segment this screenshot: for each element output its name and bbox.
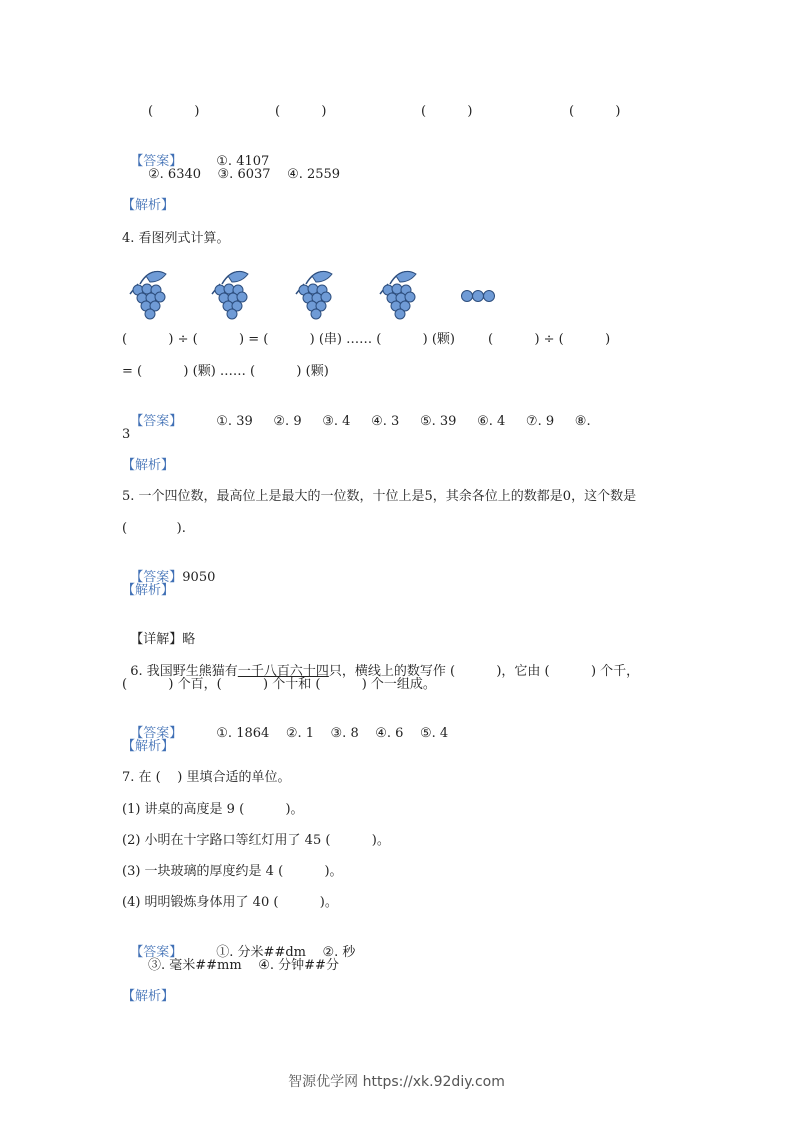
analysis-label: 【解析】 (122, 458, 175, 473)
analysis-label: 【解析】 (122, 198, 175, 213)
grape-bunch-icon (376, 268, 424, 322)
grape-bunch-icon (292, 268, 340, 322)
q6-suffix: 只，横线上的数写作 ( )，它由 ( ) 个千， (328, 664, 640, 679)
q7-item-3: (3) 一块玻璃的厚度约是 4 ( )。 (122, 864, 343, 879)
q4-answer-cont: 3 (122, 427, 131, 442)
q7-item-4: (4) 明明锻炼身体用了 40 ( )。 (122, 895, 338, 910)
footer-watermark: 智源优学网 https://xk.92diy.com (288, 1074, 505, 1090)
analysis-label: 【解析】 (122, 583, 175, 598)
answer-label: 【答案】 (130, 570, 183, 585)
grape-bunch-icon (126, 268, 174, 322)
loose-grapes-icon (460, 289, 498, 303)
answer-label: 【答案】 (130, 154, 183, 169)
q3-answer-1: ①. 4107 (216, 154, 270, 169)
grape-bunch-icon (208, 268, 256, 322)
blank-paren-4: ( ) (569, 104, 621, 119)
detail-label: 【详解】 (130, 632, 183, 647)
q7-item-1: (1) 讲桌的高度是 9 ( )。 (122, 802, 304, 817)
q4-title: 4. 看图列式计算。 (122, 231, 230, 246)
q6-line2: ( ) 个百，( ) 个十和 ( ) 个一组成。 (122, 677, 436, 692)
blank-paren-2: ( ) (275, 104, 327, 119)
analysis-label: 【解析】 (122, 739, 175, 754)
q5-answer: 9050 (182, 570, 216, 585)
q3-answer-2: ②. 6340 ③. 6037 ④. 2559 (148, 167, 341, 182)
q6-underlined-number: 一千八百六十四 (237, 664, 329, 679)
q5-detail-row (122, 613, 195, 649)
answer-label: 【答案】 (130, 726, 183, 741)
q7-answer-2: ③. 毫米##mm ④. 分钟##分 (148, 958, 339, 973)
q4-answer: ①. 39 ②. 9 ③. 4 ④. 3 ⑤. 39 ⑥. 4 ⑦. 9 ⑧. (216, 414, 591, 429)
q4-answer-row (122, 395, 591, 431)
q7-title: 7. 在 ( ) 里填合适的单位。 (122, 770, 291, 785)
q6-prefix: 6. 我国野生熊猫有 (130, 664, 238, 679)
q4-equation-line1: ( ) ÷ ( ) = ( ) (串) …… ( ) (颗) ( ) ÷ ( ) (122, 332, 611, 347)
answer-label: 【答案】 (130, 414, 183, 429)
q7-item-2: (2) 小明在十字路口等红灯用了 45 ( )。 (122, 833, 390, 848)
answer-label: 【答案】 (130, 945, 183, 960)
q5-blank: ( ). (122, 521, 186, 536)
q5-detail: 略 (182, 632, 196, 647)
q4-equation-line2: = ( ) (颗) …… ( ) (颗) (122, 364, 329, 379)
blank-paren-1: ( ) (148, 104, 200, 119)
q7-answer-1: ①. 分米##dm ②. 秒 (216, 945, 356, 960)
blank-paren-3: ( ) (421, 104, 473, 119)
q6-answer: ①. 1864 ②. 1 ③. 8 ④. 6 ⑤. 4 (216, 726, 449, 741)
analysis-label: 【解析】 (122, 989, 175, 1004)
q5-title: 5. 一个四位数，最高位上是最大的一位数，十位上是5，其余各位上的数都是0，这个数是 (122, 489, 637, 504)
